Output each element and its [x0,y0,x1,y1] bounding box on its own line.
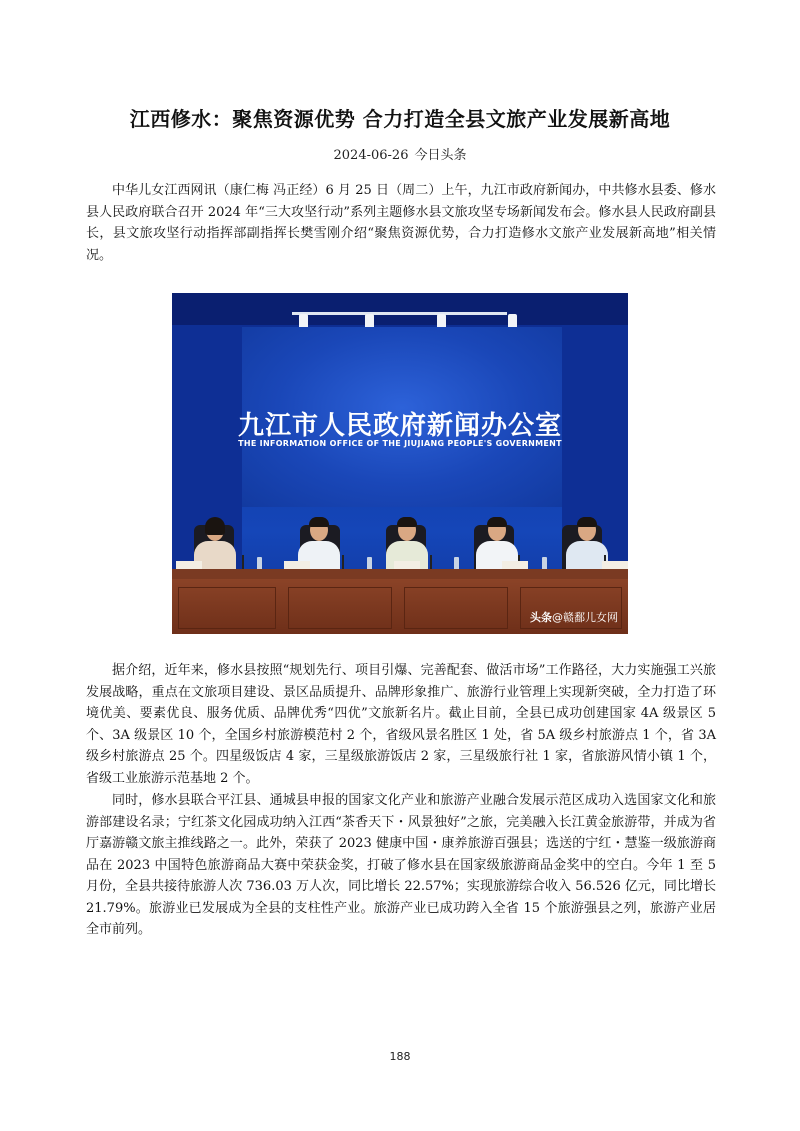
conference-table-top [172,569,628,579]
microphone-icon [342,555,344,569]
ceiling [172,293,628,325]
table-panel [178,587,276,629]
table-panel [288,587,392,629]
article-title: 江西修水：聚焦资源优势 合力打造全县文旅产业发展新高地 [129,107,671,131]
page-number: 188 [389,1050,411,1063]
backdrop-sign-english: THE INFORMATION OFFICE OF THE JIUJIANG PEOPLE'S GOVERNMENT [238,439,562,448]
press-conference-photo [172,293,628,634]
paragraph-statistics: 同时，修水县联合平江县、通城县申报的国家文化产业和旅游产业融合发展示范区成功入选国家文化和旅游部建设名录；宁红茶文化园成功纳入江西“茶香天下・风景独好”之旅，完美融入长江黄金旅游带，并成为省厅嘉游赣文旅主推线路之一。此外，荣获了 2023 健康中国・康养旅游百强县；选送的宁红・慧鉴一级旅游商品在 2023 中国特色旅游商品大赛中荣获金奖，打破了修水县在国家级旅游商品金奖中的空白。今年 1 至 5 月份，全县共接待旅游人次 736.03 万人次，同比增长 22.57%；实现旅游综合收入 56.526 亿元，同比增长 21.79%。旅游业已发展成为全县的支柱性产业。旅游产业已成功跨入全省 15 个旅游强县之列，旅游产业居全市前列。 [86,793,716,937]
microphone-icon [430,555,432,569]
paragraph-achievements: 据介绍，近年来，修水县按照“规划先行、项目引爆、完善配套、做活市场”工作路径，大力实施强工兴旅发展战略，重点在文旅项目建设、景区品质提升、品牌形象推广、旅游行业管理上实现新突破，全力打造了环境优美、要素优良、服务优质、品牌优秀“四优”文旅新名片。截止目前，全县已成功创建国家 4A 级景区 5 个、3A 级景区 10 个，全国乡村旅游模范村 2 个，省级风景名胜区 1 处，省 5A 级乡村旅游点 1 个，省 3A 级乡村旅游点 25 个。四星级饭店 4 家，三星级旅游饭店 2 家，三星级旅行社 1 家，省旅游风情小镇 1 个，省级工业旅游示范基地 2 个。 [86,663,716,786]
article-source: 今日头条 [414,148,467,163]
article-meta [0,144,800,163]
paragraph-intro: 中华儿女江西网讯（康仁梅 冯正经）6 月 25 日（周二）上午，九江市政府新闻办，中共修水县委、修水县人民政府联合召开 2024 年“三大攻坚行动”系列主题修水县文旅攻坚专场新闻发布会。修水县人民政府副县长，县文旅攻坚行动指挥部副指挥长樊雪刚介绍“聚焦资源优势，合力打造修水文旅产业发展新高地”相关情况。 [86,183,716,263]
microphone-icon [242,555,244,569]
watermark-prefix: 头条 [530,611,552,624]
article-date: 2024-06-26 [333,148,409,163]
watermark-handle: @赣鄱儿女网 [552,611,618,624]
light-rail [292,312,507,315]
backdrop-sign-chinese: 九江市人民政府新闻办公室 [237,411,562,441]
photo-watermark [530,609,618,625]
table-panel [404,587,508,629]
